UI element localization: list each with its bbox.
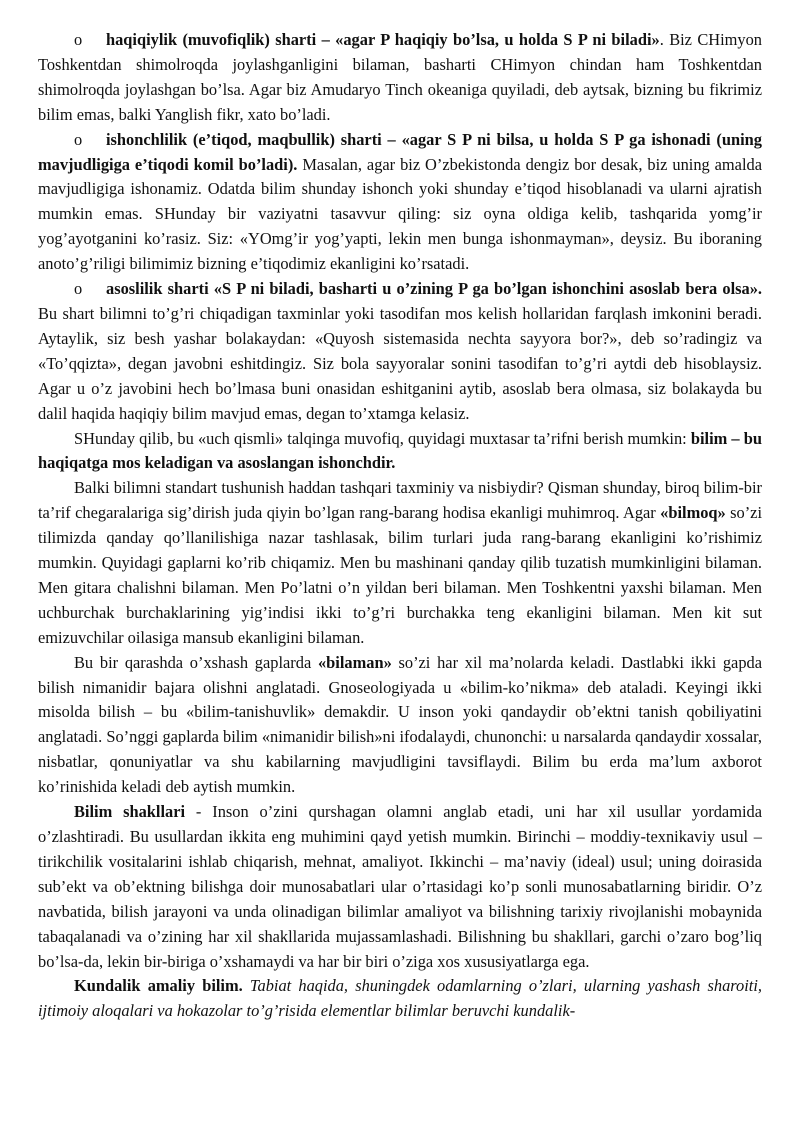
- section-heading: Bilim shakllari: [74, 802, 186, 822]
- paragraph-text: SHunday qilib, bu «uch qismli» talqinga muvofiq, quyidagi muxtasar ta’rifni berish mumkin:: [74, 428, 691, 448]
- paragraph-text: - Inson o’zini qurshagan olamni anglab etadi, uni har xil usullar yordamida o’zlashtiradi. Bu usullardan ikkita eng muhimini qayd yetish mumkin. Birinchi – moddiy-texnikaviy usul – tirikchilik vositalarini ishlab chiqarish, mehnat, amaliyot. Ikkinchi – ma’naviy (ideal) usul; uning doirasida sub’ekt va ob’ektning bilishga doir munosabatlari ular o’rtasidagi ko’p sonli munosabatlarning biridir. O’z navbatida, bilish jarayoni va unda olinadigan bilimlar amaliyot va bilishning tarixiy rivojlanishi mobaynida tabaqalanadi va o’zining har xil shakllarida mujassamlashadi. Bilishning bu shakllari, garchi o’zaro bog’liq bo’lsa-da, lekin bir-biriga o’xshamaydi va har bir biri o’ziga xos xususiyatlarga ega.: [38, 802, 762, 971]
- paragraph-forms-of-knowledge: [38, 800, 762, 974]
- bullet-marker: o: [74, 279, 83, 299]
- bold-term: ishonchlilik (e’tiqod, maqbullik) sharti – «agar S P ni bilsa, u holda S P ga ishonadi (uning mavjudligiga e’tiqodi komil bo’ladi).: [38, 129, 762, 174]
- bold-term: asoslilik sharti «S P ni biladi, basharti u o’zining P ga bo’lgan ishonchini asoslab bera olsa».: [106, 279, 762, 299]
- italic-text: Tabiat haqida, shuningdek odamlarning o’zlari, ularning yashash sharoiti, ijtimoiy aloqalari va hokazolar to’g’risida elementlar bilimlar beruvchi kundalik-: [38, 976, 763, 1021]
- paragraph-text: Balki bilimni standart tushunish haddan tashqari taxminiy va nisbiydir? Qisman shunday, biroq bilim-bir ta’rif chegaralariga sig’dirish juda qiyin bo’lgan rang-barang hodisa ekanligi muhimroq. Agar: [38, 478, 762, 523]
- bold-term: «bilmoq»: [660, 503, 726, 523]
- paragraph-definition: [38, 427, 762, 477]
- bullet-marker: o: [74, 129, 83, 149]
- document-page: [38, 28, 762, 1024]
- bold-definition: bilim – bu haqiqatga mos keladigan va asoslangan ishonchdir.: [38, 428, 762, 473]
- paragraph-knowledge-types: [38, 476, 762, 650]
- paragraph-text: Masalan, agar biz O’zbekistonda dengiz bor desak, biz uning amalda mavjudligiga ishonamiz. Odatda bilim shunday ishonch yoki shunday e’tiqod hisoblanadi va ularni ajratish mumkin emas. SHunday bir vaziyatni tasavvur qiling: siz oyna oldiga kelib, tashqarida yomg’ir yog’ayotganini ko’rasiz. Siz: «YOmg’ir yog’yapti, lekin men bunga ishonmayman», deysiz. Bu iboraning anoto’g’riligi bilimimiz bizning e’tiqodimiz ekanligini ko’rsatadi.: [38, 154, 762, 274]
- paragraph-justification-condition: [38, 277, 762, 426]
- paragraph-everyday-knowledge: [38, 974, 762, 1024]
- paragraph-text: . Biz CHimyon Toshkentdan shimolroqda joylashganligini bilaman, basharti CHimyon chindan ham Toshkentdan shimolroqda joylashgan bo’lsa. Agar biz Amudaryo Tinch okeaniga quyiladi, deb aytsak, bizning bu fikrimiz bilim emas, balki Yanglish fikr, xato bo’ladi.: [38, 30, 762, 124]
- bullet-marker: o: [74, 30, 83, 49]
- paragraph-text: so’zi har xil ma’nolarda keladi. Dastlabki ikki gapda bilish nimanidir bajara olishni anglatadi. Gnoseologiyada u «bilim-ko’nikma» deb ataladi. Keyingi ikki misolda bilish – bu «bilim-tanishuvlik» demakdir. U inson yoki qandaydir ob’ektni tanish qobiliyatini anglatadi. So’nggi gaplarda bilim «nimanidir bilish»ni ifodalaydi, chunonchi: u narsalarda qandaydir xossalar, nisbatlar, qonuniyatlar va shu kabilarning mavjudligini tavsiflaydi. Bilim bu erda ma’lum axborot ko’rinishida keladi deb aytish mumkin.: [38, 652, 763, 797]
- paragraph-text: so’zi tilimizda qanday qo’llanilishiga nazar tashlasak, bilim turlari juda rang-barang ekanligini ko’rishimiz mumkin. Quyidagi gaplarni ko’rib chiqamiz. Men bu mashinani qanday qilib tuzatish mumkinligini bilaman. Men gitara chalishni bilaman. Men Po’latni o’n yildan beri bilaman. Men Toshkentni yaxshi bilaman. Men uchburchak burchaklarining yig’indisi ikki to’g’ri burchakka teng ekanligini bilaman. Men kit sut emizuvchilar oilasiga mansub ekanligini bilaman.: [38, 503, 762, 647]
- paragraph-belief-condition: [38, 128, 762, 277]
- paragraph-truth-condition: [38, 28, 762, 128]
- paragraph-text: Bu shart bilimni to’g’ri chiqadigan taxminlar yoki tasodifan mos kelish hollaridan farqlash imkonini beradi. Aytaylik, siz besh yashar bolakaydan: «Quyosh sistemasida nechta sayyora bor?», deb so’radingiz va «To’qqizta», degan javobni eshitdingiz. Siz bola sayyoralar sonini tasodifan to’g’ri aytdi deb hisoblaysiz. Agar u o’z javobini hech bo’lmasa buni onasidan eshitganini aytib, asoslab bera olmasa, siz bolakayda bu dalil haqida haqiqiy bilim mavjud emas, degan to’xtamga kelasiz.: [38, 303, 762, 423]
- paragraph-text: Bu bir qarashda o’xshash gaplarda: [74, 652, 318, 672]
- bold-term: «bilaman»: [317, 652, 392, 672]
- bold-term: haqiqiylik (muvofiqlik) sharti – «agar P haqiqiy bo’lsa, u holda S P ni biladi»: [106, 30, 660, 49]
- section-heading: Kundalik amaliy bilim.: [74, 976, 243, 996]
- paragraph-know-meanings: [38, 651, 762, 800]
